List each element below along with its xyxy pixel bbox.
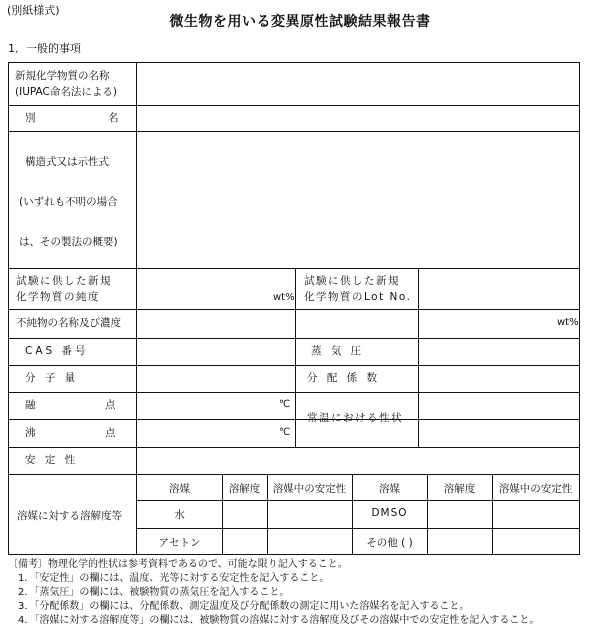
document-title: 微生物を用いる変異原性試験結果報告書 xyxy=(169,14,431,30)
lot-label: 試験に供した新規 xyxy=(304,275,400,287)
melting-point-unit: ℃ xyxy=(279,399,291,410)
ambient-state-label: 常温における性状 xyxy=(307,412,403,424)
notes-heading: 〔備考〕物理化学的性状は参考資料であるので、可能な限り記入すること。 xyxy=(8,559,348,570)
row-divider xyxy=(9,365,579,366)
water-stability-field[interactable] xyxy=(268,501,351,527)
row-divider xyxy=(9,309,579,310)
right-label-divider xyxy=(418,268,419,447)
molecular-weight-label: 分 子 量 xyxy=(25,372,79,384)
stability-in-solvent-header-2: 溶媒中の安定性 xyxy=(498,483,573,495)
cas-field[interactable] xyxy=(138,340,293,364)
row-divider xyxy=(9,268,579,269)
impurity-label: 不純物の名称及び濃度 xyxy=(16,317,121,329)
melting-point-field[interactable] xyxy=(138,394,273,418)
purity-label: 試験に供した新規 xyxy=(16,275,112,287)
alias-label-left: 別 xyxy=(25,112,36,124)
boiling-point-label-left: 沸 xyxy=(25,427,36,439)
solvent-water: 水 xyxy=(174,509,185,521)
structure-field[interactable] xyxy=(138,133,578,267)
row-divider xyxy=(9,392,579,393)
note-item: 3．「分配係数」の欄には、分配係数、測定温度及び分配係数の測定に用いた溶媒名を記入すること。 xyxy=(18,601,470,612)
water-solubility-field[interactable] xyxy=(223,501,266,527)
solvent-header-2: 溶媒 xyxy=(379,483,400,495)
mid-column-divider xyxy=(295,268,296,447)
stability-field[interactable] xyxy=(138,449,578,473)
purity-label-line2: 化学物質の純度 xyxy=(16,291,100,303)
solvent-dmso: DMSO xyxy=(371,507,408,519)
impurity-field[interactable] xyxy=(138,311,548,337)
form-designation: (別紙様式) xyxy=(7,4,60,17)
stability-label: 安 定 性 xyxy=(25,454,79,466)
row-divider xyxy=(9,338,579,339)
alias-label-right: 名 xyxy=(108,112,119,124)
vapor-pressure-field[interactable] xyxy=(420,340,578,364)
lot-field[interactable] xyxy=(420,270,578,307)
ambient-state-field[interactable] xyxy=(420,394,578,446)
lot-label-line2: 化学物質のLot No. xyxy=(304,291,412,303)
alias-field[interactable] xyxy=(138,106,578,130)
notes-section xyxy=(8,558,593,628)
acetone-solubility-field[interactable] xyxy=(223,529,266,554)
name-label: 新規化学物質の名称 xyxy=(15,70,110,82)
impurity-unit: wt% xyxy=(557,317,579,328)
name-label-note: (IUPAC命名法による) xyxy=(15,86,117,98)
row-divider xyxy=(9,131,579,132)
dmso-solubility-field[interactable] xyxy=(428,501,491,527)
partition-coefficient-label: 分 配 係 数 xyxy=(307,372,381,384)
other-solubility-field[interactable] xyxy=(428,529,491,554)
acetone-stability-field[interactable] xyxy=(268,529,351,554)
row-divider xyxy=(9,474,579,475)
boiling-point-unit: ℃ xyxy=(279,427,291,438)
partition-coefficient-field[interactable] xyxy=(420,367,578,391)
purity-field[interactable] xyxy=(138,270,268,307)
solubility-header-2: 溶解度 xyxy=(443,483,476,495)
molecular-weight-field[interactable] xyxy=(138,367,293,391)
structure-label-note-1: (いずれも不明の場合 xyxy=(19,196,118,208)
other-stability-field[interactable] xyxy=(493,529,578,554)
purity-unit: wt% xyxy=(273,292,295,303)
note-item: 4．「溶媒に対する溶解度等」の欄には、被験物質の溶媒に対する溶解度及びその溶媒中での安定性を記入すること。 xyxy=(18,615,540,626)
note-item: 2．「蒸気圧」の欄には、被験物質の蒸気圧を記入すること。 xyxy=(18,587,290,598)
solubility-label: 溶媒に対する溶解度等 xyxy=(17,510,122,522)
melting-point-label-left: 融 xyxy=(25,399,36,411)
report-form-table xyxy=(8,62,580,555)
structure-label: 構造式又は示性式 xyxy=(25,156,109,168)
note-item: 1．「安定性」の欄には、温度、光等に対する安定性を記入すること。 xyxy=(18,573,330,584)
row-divider xyxy=(9,447,579,448)
stability-in-solvent-header: 溶媒中の安定性 xyxy=(272,483,347,495)
structure-label-note-2: は、その製法の概要) xyxy=(19,236,118,248)
cas-label: CAS 番号 xyxy=(25,345,89,357)
solvent-acetone: アセトン xyxy=(158,537,201,549)
name-field[interactable] xyxy=(138,64,578,104)
section-heading: 1．一般的事項 xyxy=(8,42,81,55)
solvent-header: 溶媒 xyxy=(169,483,190,495)
solvent-other: その他 ( ) xyxy=(366,537,413,549)
melting-point-label-right: 点 xyxy=(105,399,116,411)
vapor-pressure-label: 蒸 気 圧 xyxy=(311,345,365,357)
boiling-point-field[interactable] xyxy=(138,421,273,446)
dmso-stability-field[interactable] xyxy=(493,501,578,527)
boiling-point-label-right: 点 xyxy=(105,427,116,439)
solubility-header: 溶解度 xyxy=(228,483,261,495)
